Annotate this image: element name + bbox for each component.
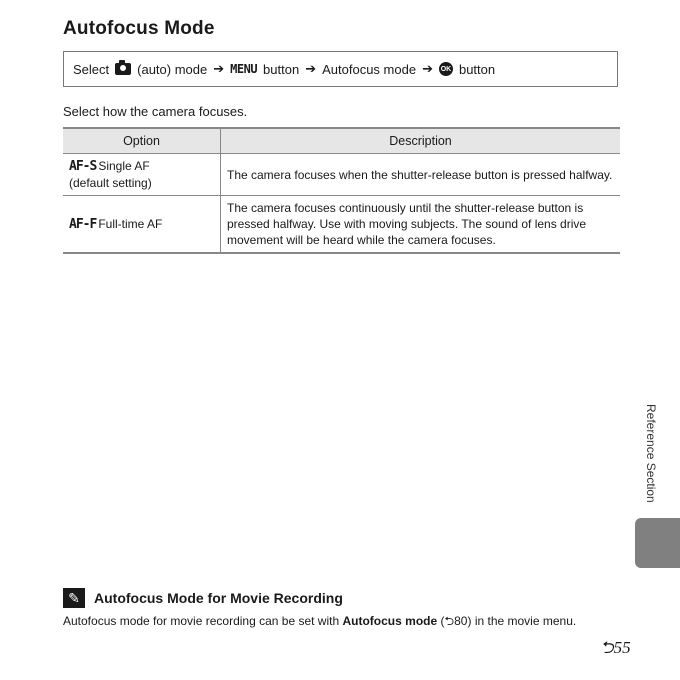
note-text-1: Autofocus mode for movie recording can be set with: [63, 614, 343, 628]
options-table: [63, 127, 620, 254]
option-cell: [63, 154, 221, 196]
camera-icon: [115, 63, 131, 75]
note-title: Autofocus Mode for Movie Recording: [94, 590, 343, 606]
arrow-icon: ➔: [422, 61, 433, 76]
side-tab-label: Reference Section: [644, 404, 658, 503]
path-button-text: button: [263, 61, 300, 77]
option-cell: [63, 196, 221, 254]
path-autofocus-mode-text: Autofocus mode: [322, 61, 417, 77]
intro-text: Select how the camera focuses.: [63, 104, 248, 119]
menu-button-label: MENU: [230, 62, 258, 76]
arrow-icon: ➔: [213, 61, 225, 76]
page-number: [600, 635, 631, 664]
pencil-icon: ✎: [63, 588, 85, 608]
af-s-icon: AF-S: [69, 159, 97, 174]
arrow-icon: ➔: [305, 61, 317, 76]
path-auto-mode-text: (auto) mode: [137, 61, 208, 77]
description-cell: The camera focuses when the shutter-release button is pressed halfway.: [221, 154, 621, 196]
reference-icon: ⮌: [600, 638, 614, 657]
description-cell: The camera focuses continuously until the shutter-release button is pressed halfway. Use with moving subjects. The sound of lens drive movement will be heard while the camera focuses.: [221, 196, 621, 254]
note-text-2: ) in the movie menu.: [467, 614, 577, 628]
page-number-value: 55: [613, 638, 631, 657]
page-title: Autofocus Mode: [63, 18, 215, 39]
side-tab: [635, 518, 680, 568]
af-f-icon: AF-F: [69, 216, 97, 232]
table-header-row: [63, 128, 620, 154]
header-option: Option: [63, 128, 221, 154]
note-ref-open: (: [437, 614, 445, 628]
header-description: Description: [221, 128, 621, 154]
note-bold-term: Autofocus mode: [342, 614, 438, 628]
reference-icon: ⮌: [444, 614, 455, 628]
note-heading: [63, 588, 343, 608]
note-ref-number: 80: [454, 614, 468, 628]
option-name: Full-time AF: [98, 216, 163, 231]
note-body: [63, 612, 576, 633]
option-note: (default setting): [69, 176, 152, 190]
table-row: [63, 154, 620, 196]
path-button-text-2: button: [458, 61, 496, 77]
ok-button-icon: OK: [439, 62, 453, 76]
option-name: Single AF: [98, 159, 150, 173]
table-row: [63, 196, 620, 254]
navigation-path: [63, 51, 618, 87]
path-select-text: Select: [73, 61, 110, 77]
